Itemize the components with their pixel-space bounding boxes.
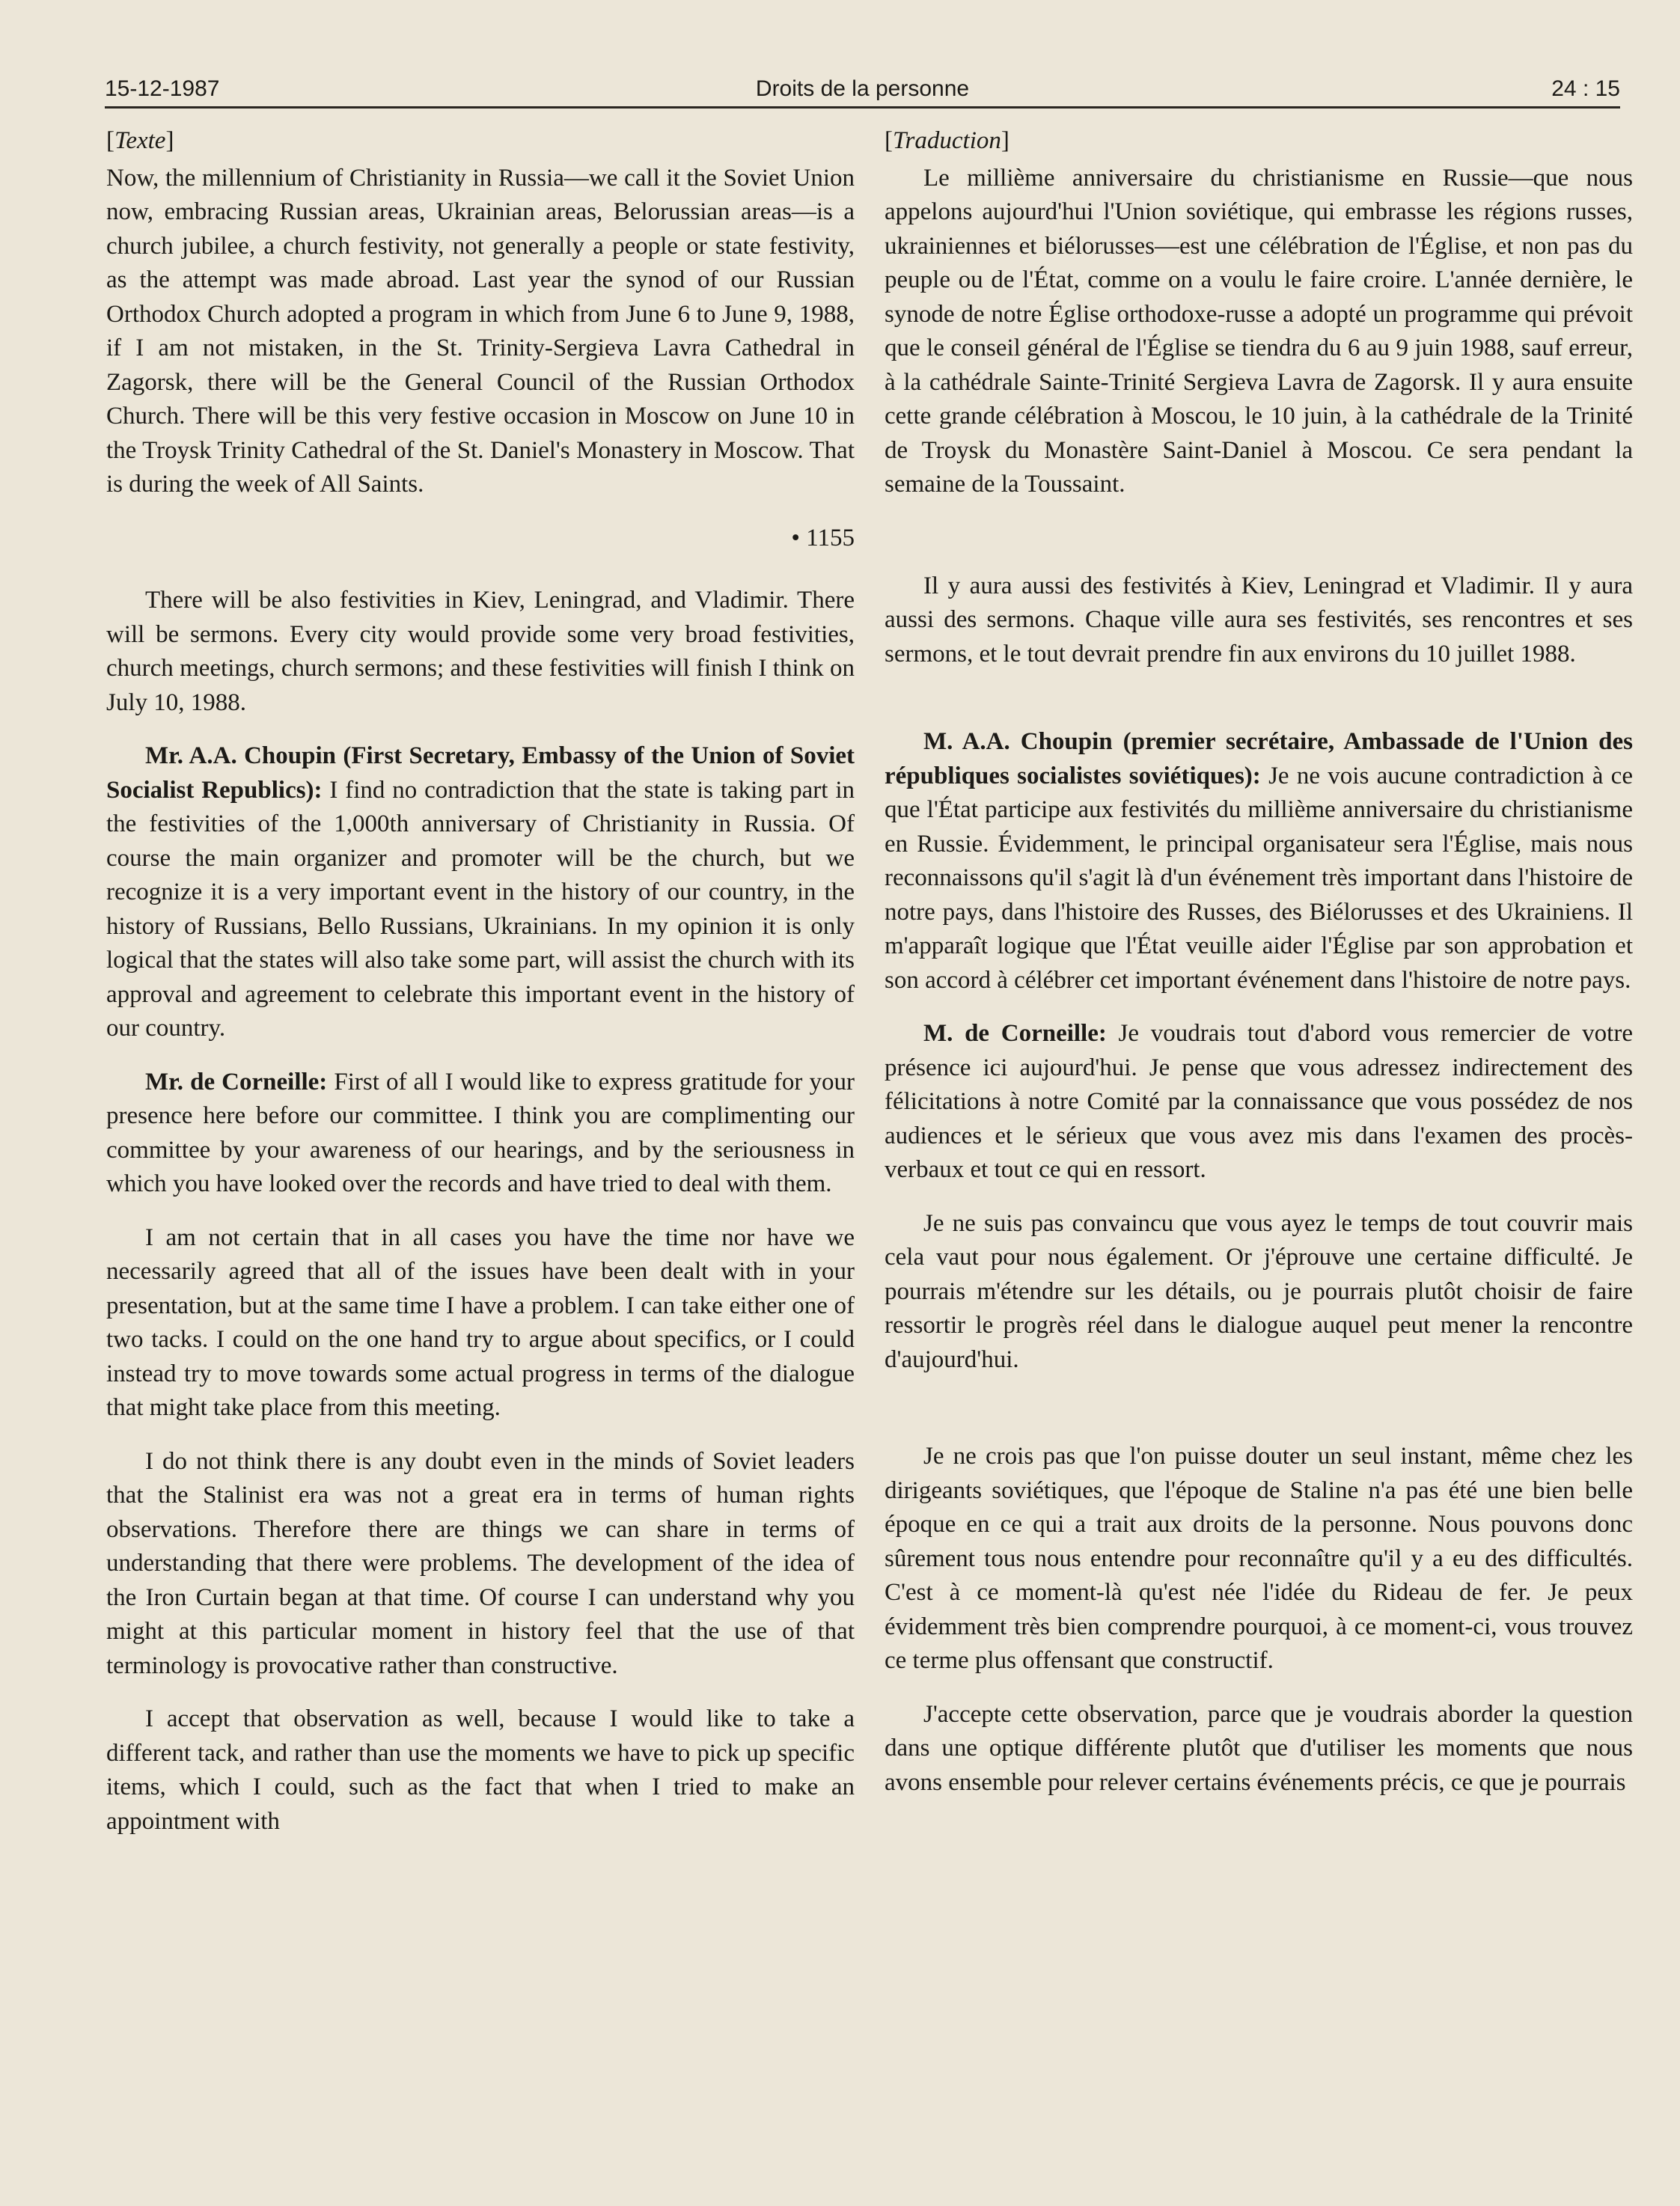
speech-text: Je voudrais tout d'abord vous remercier de votre présence ici aujourd'hui. Je pense que vous adressez indirectement des félicitations à notre Comité par la connaissance que vous possédez de nos audiences et le sérieux que vous avez mis dans l'examen des procès-verbaux et tout ce qui en ressort. [885,1020,1633,1183]
paragraph: I do not think there is any doubt even in the minds of Soviet leaders that the Stalinist era was not a great era in terms of human rights observations. Therefore there are things we can share in terms of understanding that there were problems. The development of the idea of the Iron Curtain began at that time. Of course I can understand why you might at this particular moment in history feel that the use of that terminology is provocative rather than constructive. [106,1447,855,1679]
english-column [106,124,855,1858]
paragraph: Je ne suis pas convaincu que vous ayez le temps de tout couvrir mais cela vaut pour nous également. Or j'éprouve une certaine difficulté. Je pourrais m'étendre sur les détails, ou je pourrais plutôt choisir de faire ressortir le progrès réel dans le dialogue auquel peut mener la rencontre d'aujourd'hui. [885,1209,1633,1373]
speaker-name: Mr. de Corneille: [145,1068,328,1096]
spacer [885,1396,1633,1440]
timestamp-marker: • 1155 [791,524,855,552]
speaker-paragraph [885,1017,1633,1188]
page-header [105,69,1620,109]
french-column [885,124,1633,1819]
column-label: [Texte] [106,127,174,154]
header-title: Droits de la personne [755,76,970,101]
speaker-name: Mr. A.A. Choupin (First Secretary, Embassy of the Union of Soviet Socialist Republics): [106,742,855,804]
paragraph: J'accepte cette observation, parce que je voudrais aborder la question dans une optique différente plutôt que d'utiliser les moments que nous avons ensemble pour relever certains événements précis, ce que je pourrais [885,1700,1633,1796]
spacer [885,522,1633,569]
header-date: 15-12-1987 [105,76,220,101]
column-label: [Traduction] [885,127,1009,154]
paragraph: Je ne crois pas que l'on puisse douter un seul instant, même chez les dirigeants soviétiques, que l'époque de Staline n'a pas été une bien belle époque en ce qui a trait aux droits de la personne. Nous pouvons donc sûrement tous nous entendre pour reconnaître qu'il y a eu des difficultés. C'est à ce moment-là qu'est née l'idée du Rideau de fer. Je peux évidemment très bien comprendre pourquoi, à ce moment-ci, vous trouvez ce terme plus offensant que constructif. [885,1443,1633,1674]
paragraph: There will be also festivities in Kiev, Leningrad, and Vladimir. There will be sermons. Every city would provide some very broad festivities, church meetings, church sermons; and these festivities will finish I think on July 10, 1988. [106,587,855,716]
paragraph: Il y aura aussi des festivités à Kiev, Leningrad et Vladimir. Il y aura aussi des sermons. Chaque ville aura ses festivités, ses rencontres et ses sermons, et le tout devrait prendre fin aux environs du 10 juillet 1988. [885,572,1633,667]
speaker-paragraph [106,1066,855,1202]
speaker-paragraph [106,739,855,1046]
speaker-paragraph [885,725,1633,997]
speaker-name: M. de Corneille: [923,1020,1107,1047]
speaker-name: M. A.A. Choupin (premier secrétaire, Ambassade de l'Union des républiques socialistes soviétiques): [885,728,1633,789]
paragraph: I accept that observation as well, because I would like to take a different tack, and rather than use the moments we have to pick up specific items, which I could, such as the fact that when I tried to make an appointment with [106,1705,855,1835]
paragraph: I am not certain that in all cases you have the time nor have we necessarily agreed that all of the issues have been dealt with in your presentation, but at the same time I have a problem. I can take either one of two tacks. I could on the one hand try to argue about specifics, or I could instead try to move towards some actual progress in terms of the dialogue that might take place from this meeting. [106,1223,855,1421]
speech-text: I find no contradiction that the state is taking part in the festivities of the 1,000th anniversary of Christianity in Russia. Of course the main organizer and promoter will be the church, but we recognize it is a very important event in the history of our country, in the history of Russians, Bello Russians, Ukrainians. In my opinion it is only logical that the states will also take some part, will assist the church with its approval and agreement to celebrate this important event in the history of our country. [106,776,855,1042]
header-page-number: 24 : 15 [1551,76,1620,101]
paragraph: Now, the millennium of Christianity in Russia—we call it the Soviet Union now, embracing Russian areas, Ukrainian areas, Belorussian areas—is a church jubilee, a church festivity, not generally a people or state festivity, as the attempt was made abroad. Last year the synod of our Russian Orthodox Church adopted a program in which from June 6 to June 9, 1988, if I am not mistaken, in the St. Trinity-Sergieva Lavra Cathedral in Zagorsk, there will be the General Council of the Russian Orthodox Church. There will be this very festive occasion in Moscow on June 10 in the Troysk Trinity Cathedral of the St. Daniel's Monastery in Moscow. That is during the week of All Saints. [106,164,855,498]
speech-text: Je ne vois aucune contradiction à ce que l'État participe aux festivités du millième anniversaire du christianisme en Russie. Évidemment, le principal organisateur sera l'Église, mais nous reconnaissons qu'il s'agit là d'un événement très important dans l'histoire de notre pays, dans l'histoire des Russes, des Biélorusses et des Ukrainiens. Il m'apparaît logique que l'État veuille aider l'Église par son approbation et son accord à célébrer cet important événement dans l'histoire de notre pays. [885,762,1633,994]
speech-text: First of all I would like to express gratitude for your presence here before our committee. I think you are complimenting our committee by your awareness of our hearings, and by the seriousness in which you have looked over the records and have tried to deal with them. [106,1068,855,1197]
paragraph: Le millième anniversaire du christianisme en Russie—que nous appelons aujourd'hui l'Union soviétique, qui embrasse les régions russes, ukrainiennes et biélorusses—est une célébration de l'Église, et non pas du peuple ou de l'État, comme on a voulu le faire croire. L'année dernière, le synode de notre Église orthodoxe-russe a adopté un programme qui prévoit que le conseil général de l'Église se tiendra du 6 au 9 juin 1988, sauf erreur, à la cathédrale Sainte-Trinité Sergieva Lavra de Zagorsk. Il y aura ensuite cette grande célébration à Moscou, le 10 juin, à la cathédrale de la Trinité de Troysk du Monastère Saint-Daniel à Moscou. Ce sera pendant la semaine de la Toussaint. [885,164,1633,498]
spacer [885,691,1633,725]
